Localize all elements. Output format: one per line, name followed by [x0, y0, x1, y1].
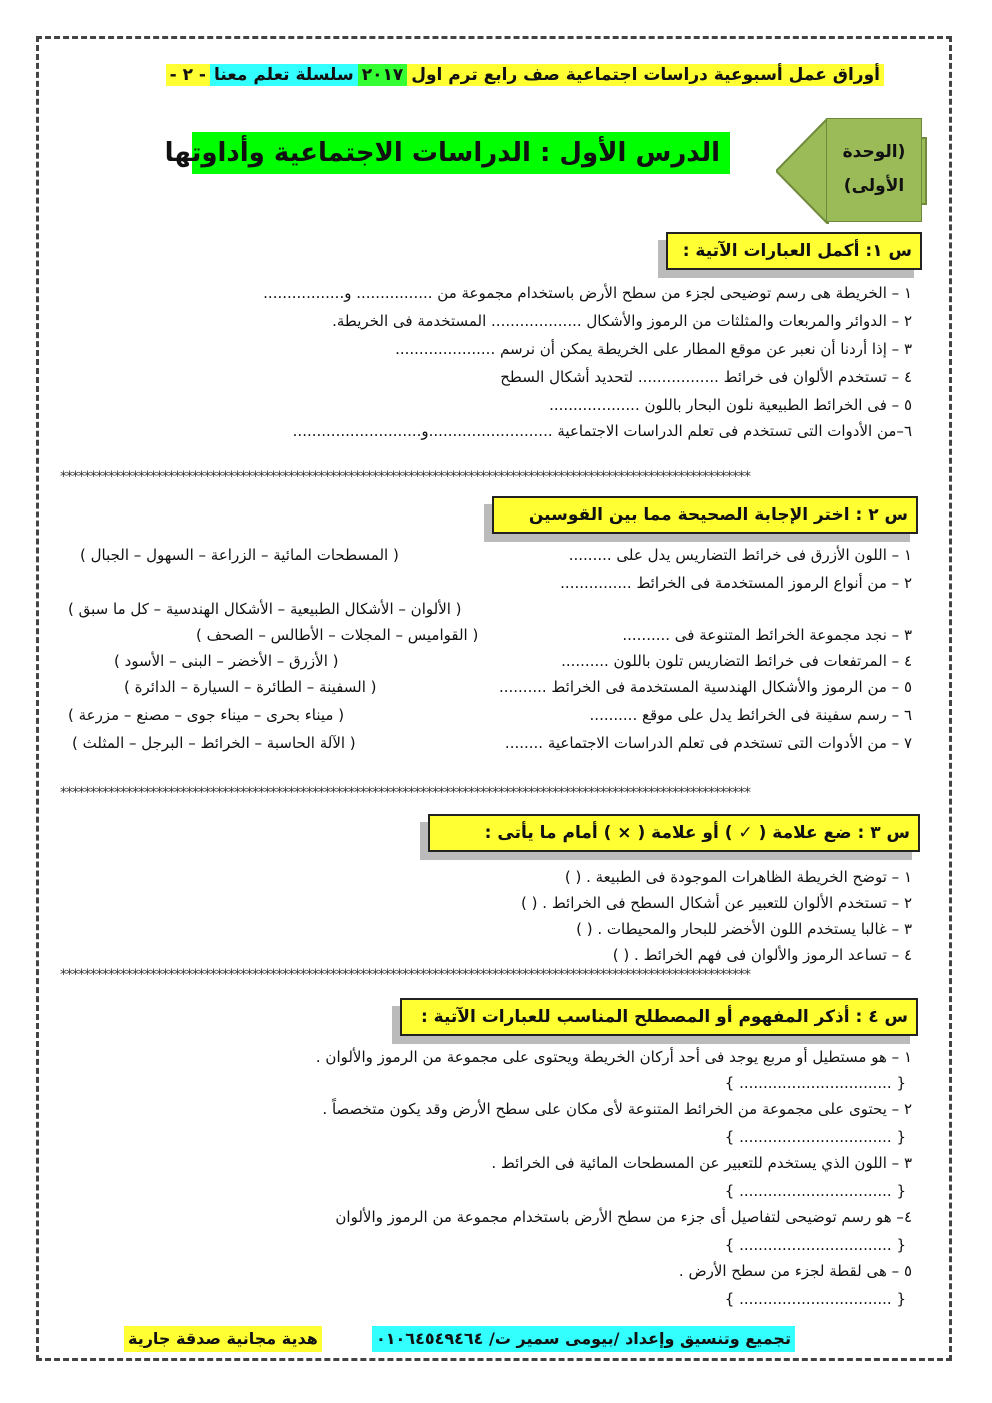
footer-credit-text: تجميع وتنسيق وإعداد /بيومى سمير ت/	[489, 1329, 791, 1348]
q2-item: ٥ – من الرموز والأشكال الهندسية المستخدمة فى الخرائط ..........	[498, 678, 912, 696]
q1-header: س ١: أكمل العبارات الآتية :	[666, 232, 922, 270]
q1-item: ٣ – إذا أردنا أن نعبر عن موقع المطار على الخريطة يمكن أن نرسم .....................	[395, 340, 912, 358]
q4-item: ٤– هو رسم توضيحى لتفاصيل أى جزء من سطح الأرض باستخدام مجموعة من الرموز والألوان	[335, 1208, 912, 1226]
q2-item: ١ – اللون الأزرق فى خرائط التضاريس يدل على .........	[568, 546, 912, 564]
q3-header: س ٣ : ضع علامة ( ✓ ) أو علامة ( × ) أمام ما يأتى :	[428, 814, 920, 852]
q4-answer-blank: { ................................ }	[724, 1182, 906, 1200]
q4-item: ١ – هو مستطيل أو مربع يوجد فى أحد أركان الخريطة ويحتوى على مجموعة من الرموز والألوان .	[315, 1048, 912, 1066]
separator-stars: *******************************************************************************************************************	[60, 470, 750, 484]
header-year: ٢٠١٧	[358, 64, 408, 86]
header-series: سلسلة تعلم معنا	[210, 64, 358, 86]
q2-item: ٦ – رسم سفينة فى الخرائط يدل على موقع ..........	[589, 706, 912, 724]
footer-phone: ٠١٠٦٤٥٤٩٤٦٤	[376, 1329, 484, 1348]
q2-item: ٣ – نجد مجموعة الخرائط المتنوعة فى ..........	[622, 626, 912, 644]
lesson-title: الدرس الأول : الدراسات الاجتماعية وأداوتها	[192, 132, 730, 174]
footer-credit	[372, 1326, 795, 1352]
q4-header: س ٤ : أذكر المفهوم أو المصطلح المناسب للعبارات الآتية :	[400, 998, 918, 1036]
q1-item: ٦–من الأدوات التى تستخدم فى تعلم الدراسات الاجتماعية ..........................و...........................	[292, 422, 912, 440]
unit-label	[826, 118, 922, 222]
footer-gift: هدية مجانية صدقة جارية	[124, 1326, 322, 1352]
q3-item: ٣ – غالبا يستخدم اللون الأخضر للبحار والمحيطات . ( )	[576, 920, 912, 938]
q2-item: ٧ – من الأدوات التى تستخدم فى تعلم الدراسات الاجتماعية ........	[504, 734, 912, 752]
q2-options: ( المسطحات المائية – الزراعة – السهول – الجبال )	[80, 546, 399, 564]
q2-options: ( القواميس – المجلات – الأطالس – الصحف )	[196, 626, 479, 644]
q1-item: ١ – الخريطة هى رسم توضيحى لجزء من سطح الأرض باستخدام مجموعة من ................ و.................	[263, 284, 912, 302]
q2-options: ( السفينة – الطائرة – السيارة – الدائرة )	[124, 678, 377, 696]
header-title: أوراق عمل أسبوعية دراسات اجتماعية صف رابع ترم اول	[407, 64, 884, 86]
q1-item: ٤ – تستخدم الألوان فى خرائط ................. لتحديد أشكال السطح	[500, 368, 912, 386]
q2-options: ( الأزرق – الأخضر – البنى – الأسود )	[114, 652, 339, 670]
q4-item: ٣ – اللون الذي يستخدم للتعبير عن المسطحات المائية فى الخرائط .	[491, 1154, 912, 1172]
q2-options: ( الآلة الحاسبة – الخرائط – البرجل – المثلث )	[72, 734, 356, 752]
unit-line-1: (الوحدة	[842, 142, 906, 162]
q3-item: ٢ – تستخدم الألوان للتعبير عن أشكال السطح فى الخرائط . ( )	[521, 894, 912, 912]
q1-item: ٢ – الدوائر والمربعات والمثلثات من الرموز والأشكال ................... المستخدمة فى الخريطة.	[332, 312, 912, 330]
q3-item: ٤ – تساعد الرموز والألوان فى فهم الخرائط . ( )	[612, 946, 912, 964]
q3-item: ١ – توضح الخريطة الظاهرات الموجودة فى الطبيعة . ( )	[564, 868, 912, 886]
q2-item: ٢ – من أنواع الرموز المستخدمة فى الخرائط ...............	[560, 574, 912, 592]
q4-item: ٥ – هى لقطة لجزء من سطح الأرض .	[678, 1262, 912, 1280]
worksheet-header	[114, 60, 884, 90]
separator-stars: *******************************************************************************************************************	[60, 786, 750, 800]
q2-item: ٤ – المرتفعات فى خرائط التضاريس تلون باللون ..........	[561, 652, 912, 670]
header-number: - ٢ -	[166, 64, 210, 86]
q4-answer-blank: { ................................ }	[724, 1128, 906, 1146]
q2-options: ( ميناء بحرى – ميناء جوى – مصنع – مزرعة )	[68, 706, 345, 724]
q1-item: ٥ – فى الخرائط الطبيعية نلون البحار باللون ...................	[549, 396, 912, 414]
q2-options: ( الألوان – الأشكال الطبيعية – الأشكال الهندسية – كل ما سبق )	[68, 600, 462, 618]
q2-header: س ٢ : اختر الإجابة الصحيحة مما بين القوسين	[492, 496, 918, 534]
q4-item: ٢ – يحتوى على مجموعة من الخرائط المتنوعة لأى مكان على سطح الأرض وقد يكون متخصصاً .	[322, 1100, 912, 1118]
q4-answer-blank: { ................................ }	[724, 1236, 906, 1254]
separator-stars: *******************************************************************************************************************	[60, 968, 750, 982]
q4-answer-blank: { ................................ }	[724, 1290, 906, 1308]
unit-line-2: الأولى)	[843, 176, 905, 196]
q4-answer-blank: { ................................ }	[724, 1074, 906, 1092]
